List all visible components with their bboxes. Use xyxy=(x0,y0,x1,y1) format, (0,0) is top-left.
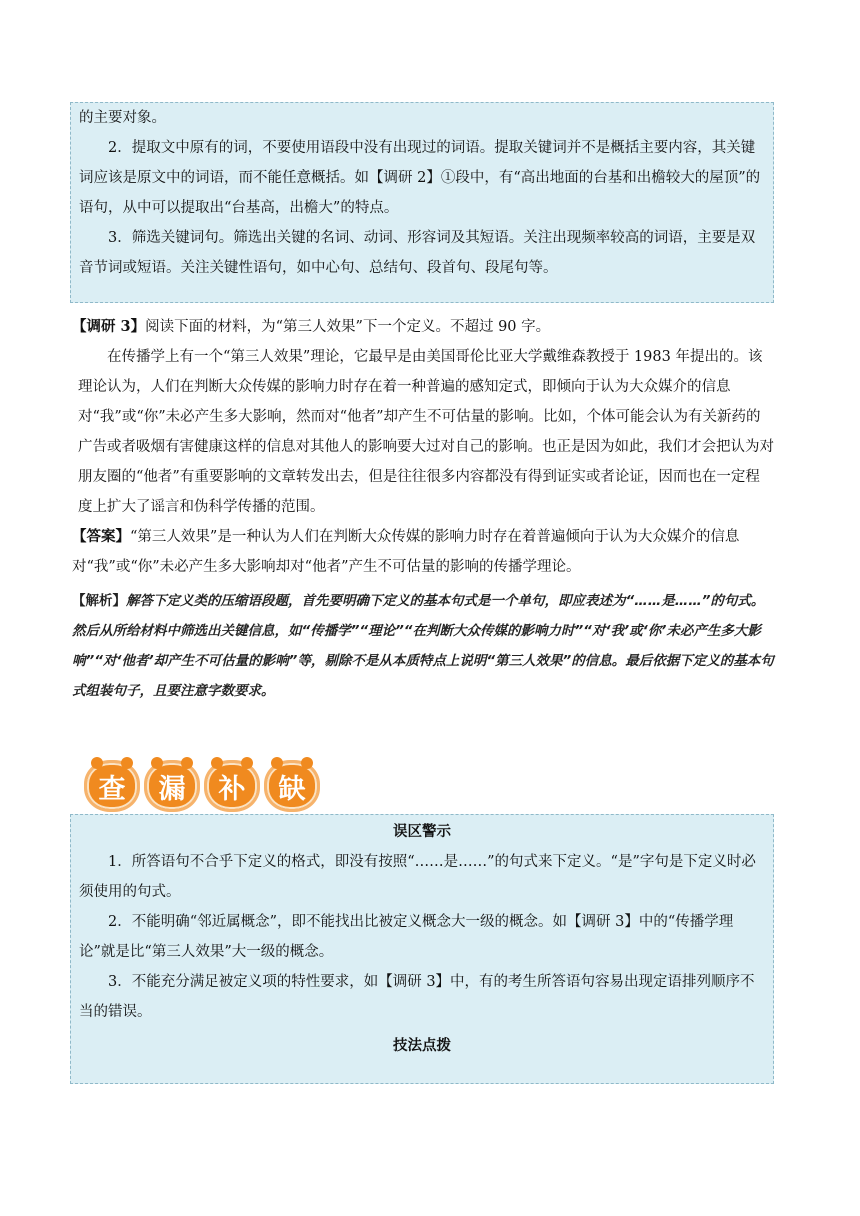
banner-char: 查 xyxy=(84,760,140,812)
banner-char: 缺 xyxy=(264,760,320,812)
mistake-1: 1．所答语句不合乎下定义的格式，即没有按照“……是……”的句式来下定义。“是”字句是下定义时必须使用的句式。 xyxy=(79,854,756,900)
tip-2: 2．提取文中原有的词，不要使用语段中没有出现过的词语。提取关键词并不是概括主要内容，其关键词应该是原文中的词语，而不能任意概括。如【调研 2】①段中，有“高出地面的台基和出檐较大的屋顶”的语句，从中可以提取出“台基高，出檐大”的特点。 xyxy=(79,140,761,216)
answer xyxy=(72,522,774,582)
box-line: 的主要对象。 xyxy=(79,110,166,126)
material-text: 在传播学上有一个“第三人效果”理论，它最早是由美国哥伦比亚大学戴维森教授于 1983 年提出的。该理论认为，人们在判断大众传媒的影响力时存在着一种普遍的感知定式，即倾向于认为大众媒介的信息对“我”或“你”未必产生多大影响，然而对“他者”却产生不可估量的影响。比如，个体可能会认为有关新药的广告或者吸烟有害健康这样的信息对其他人的影响要大过对自己的影响。也正是因为如此，我们才会把认为对朋友圈的“他者”有重要影响的文章转发出去，但是往往很多内容都没有得到证实或者论证，因而也在一定程度上扩大了谣言和伪科学传播的范围。 xyxy=(78,349,774,515)
question-text: 阅读下面的材料，为“第三人效果”下一个定义。不超过 90 字。 xyxy=(145,319,551,335)
analysis-text: 解答下定义类的压缩语段题，首先要明确下定义的基本句式是一个单句，即应表述为“……是……”的句式。然后从所给材料中筛选出关键信息，如“传播学”“理论”“在判断大众传媒的影响力时”“对‘我’或‘你’未必产生多大影响”“对‘他者’却产生不可估量的影响”等，剔除不是从本质特点上说明“第三人效果”的信息。最后依据下定义的基本句式组装句子，且要注意字数要求。 xyxy=(72,593,774,699)
banner-char: 漏 xyxy=(144,760,200,812)
question-section xyxy=(72,312,774,706)
tip-3: 3．筛选关键词句。筛选出关键的名词、动词、形容词及其短语。关注出现频率较高的词语，主要是双音节词或短语。关注关键性语句，如中心句、总结句、段首句、段尾句等。 xyxy=(79,230,756,276)
check-gaps-banner xyxy=(84,760,320,810)
analysis xyxy=(72,586,774,706)
mistakes-title: 误区警示 xyxy=(393,823,451,840)
answer-text: “第三人效果”是一种认为人们在判断大众传媒的影响力时存在着普遍倾向于认为大众媒介的信息对“我”或“你”未必产生多大影响却对“他者”产生不可估量的影响的传播学理论。 xyxy=(72,529,740,575)
tips-box xyxy=(70,102,774,303)
mistakes-box xyxy=(70,814,774,1084)
answer-tag: 【答案】 xyxy=(72,528,130,545)
question-prompt xyxy=(72,312,774,342)
mistake-2: 2．不能明确“邻近属概念”，即不能找出比被定义概念大一级的概念。如【调研 3】中的“传播学理论”就是比“第三人效果”大一级的概念。 xyxy=(79,914,734,960)
banner-char: 补 xyxy=(204,760,260,812)
mistake-3: 3．不能充分满足被定义项的特性要求，如【调研 3】中，有的考生所答语句容易出现定语排列顺序不当的错误。 xyxy=(79,974,755,1020)
skills-title: 技法点拨 xyxy=(393,1037,451,1054)
question-tag: 【调研 3】 xyxy=(72,318,146,335)
analysis-tag: 【解析】 xyxy=(72,593,126,609)
